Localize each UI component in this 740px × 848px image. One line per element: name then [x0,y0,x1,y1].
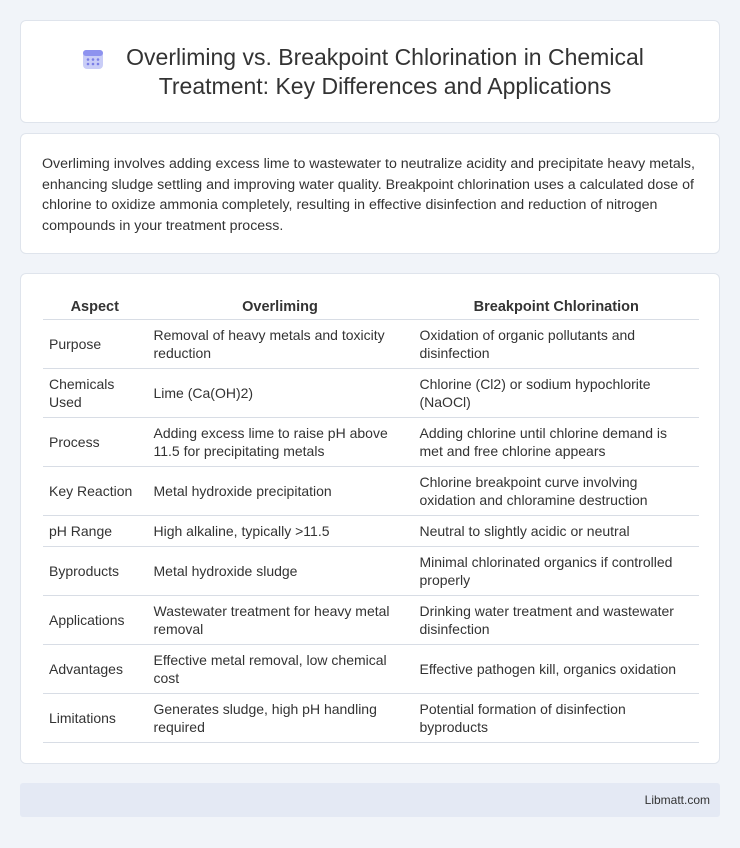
row-aspect: Key Reaction [43,466,147,515]
row-breakpoint: Potential formation of disinfection byproducts [413,693,699,742]
row-aspect: Process [43,417,147,466]
row-breakpoint: Minimal chlorinated organics if controlled properly [413,546,699,595]
row-aspect: Limitations [43,693,147,742]
row-breakpoint: Effective pathogen kill, organics oxidation [413,644,699,693]
column-header-overliming: Overliming [147,296,413,319]
footer-bar [20,783,720,817]
footer-brand: Libmatt.com [644,793,710,807]
table-row [43,644,699,693]
row-overliming: Lime (Ca(OH)2) [147,368,413,417]
row-overliming: Metal hydroxide sludge [147,546,413,595]
row-overliming: Effective metal removal, low chemical cost [147,644,413,693]
row-aspect: Applications [43,595,147,644]
row-aspect: pH Range [43,515,147,546]
row-breakpoint: Chlorine breakpoint curve involving oxidation and chloramine destruction [413,466,699,515]
row-breakpoint: Chlorine (Cl2) or sodium hypochlorite (NaOCl) [413,368,699,417]
intro-card [20,133,720,254]
table-header-row [43,296,699,319]
title-card [20,20,720,123]
row-overliming: Metal hydroxide precipitation [147,466,413,515]
table-row [43,417,699,466]
row-overliming: High alkaline, typically >11.5 [147,515,413,546]
table-row [43,466,699,515]
column-header-breakpoint: Breakpoint Chlorination [413,296,699,319]
row-overliming: Wastewater treatment for heavy metal removal [147,595,413,644]
table-row [43,693,699,742]
table-row [43,319,699,368]
row-aspect: Byproducts [43,546,147,595]
row-aspect: Chemicals Used [43,368,147,417]
comparison-table [43,296,699,743]
row-overliming: Generates sludge, high pH handling required [147,693,413,742]
intro-paragraph: Overliming involves adding excess lime to wastewater to neutralize acidity and precipitate heavy metals, enhancing sludge settling and improving water quality. Breakpoint chlorination uses a calculated dose of chlorine to oxidize ammonia completely, resulting in effective disinfection and reduction of nitrogen compounds in your treatment process. [42,156,695,234]
table-row [43,546,699,595]
column-header-aspect: Aspect [43,296,147,319]
row-overliming: Adding excess lime to raise pH above 11.5 for precipitating metals [147,417,413,466]
row-breakpoint: Neutral to slightly acidic or neutral [413,515,699,546]
row-breakpoint: Oxidation of organic pollutants and disinfection [413,319,699,368]
row-overliming: Removal of heavy metals and toxicity reduction [147,319,413,368]
table-row [43,595,699,644]
row-aspect: Purpose [43,319,147,368]
page-title: Overliming vs. Breakpoint Chlorination in Chemical Treatment: Key Differences and Applications [126,43,644,99]
row-aspect: Advantages [43,644,147,693]
row-breakpoint: Drinking water treatment and wastewater disinfection [413,595,699,644]
table-row [43,368,699,417]
comparison-card [20,273,720,764]
row-breakpoint: Adding chlorine until chlorine demand is met and free chlorine appears [413,417,699,466]
table-row [43,515,699,546]
